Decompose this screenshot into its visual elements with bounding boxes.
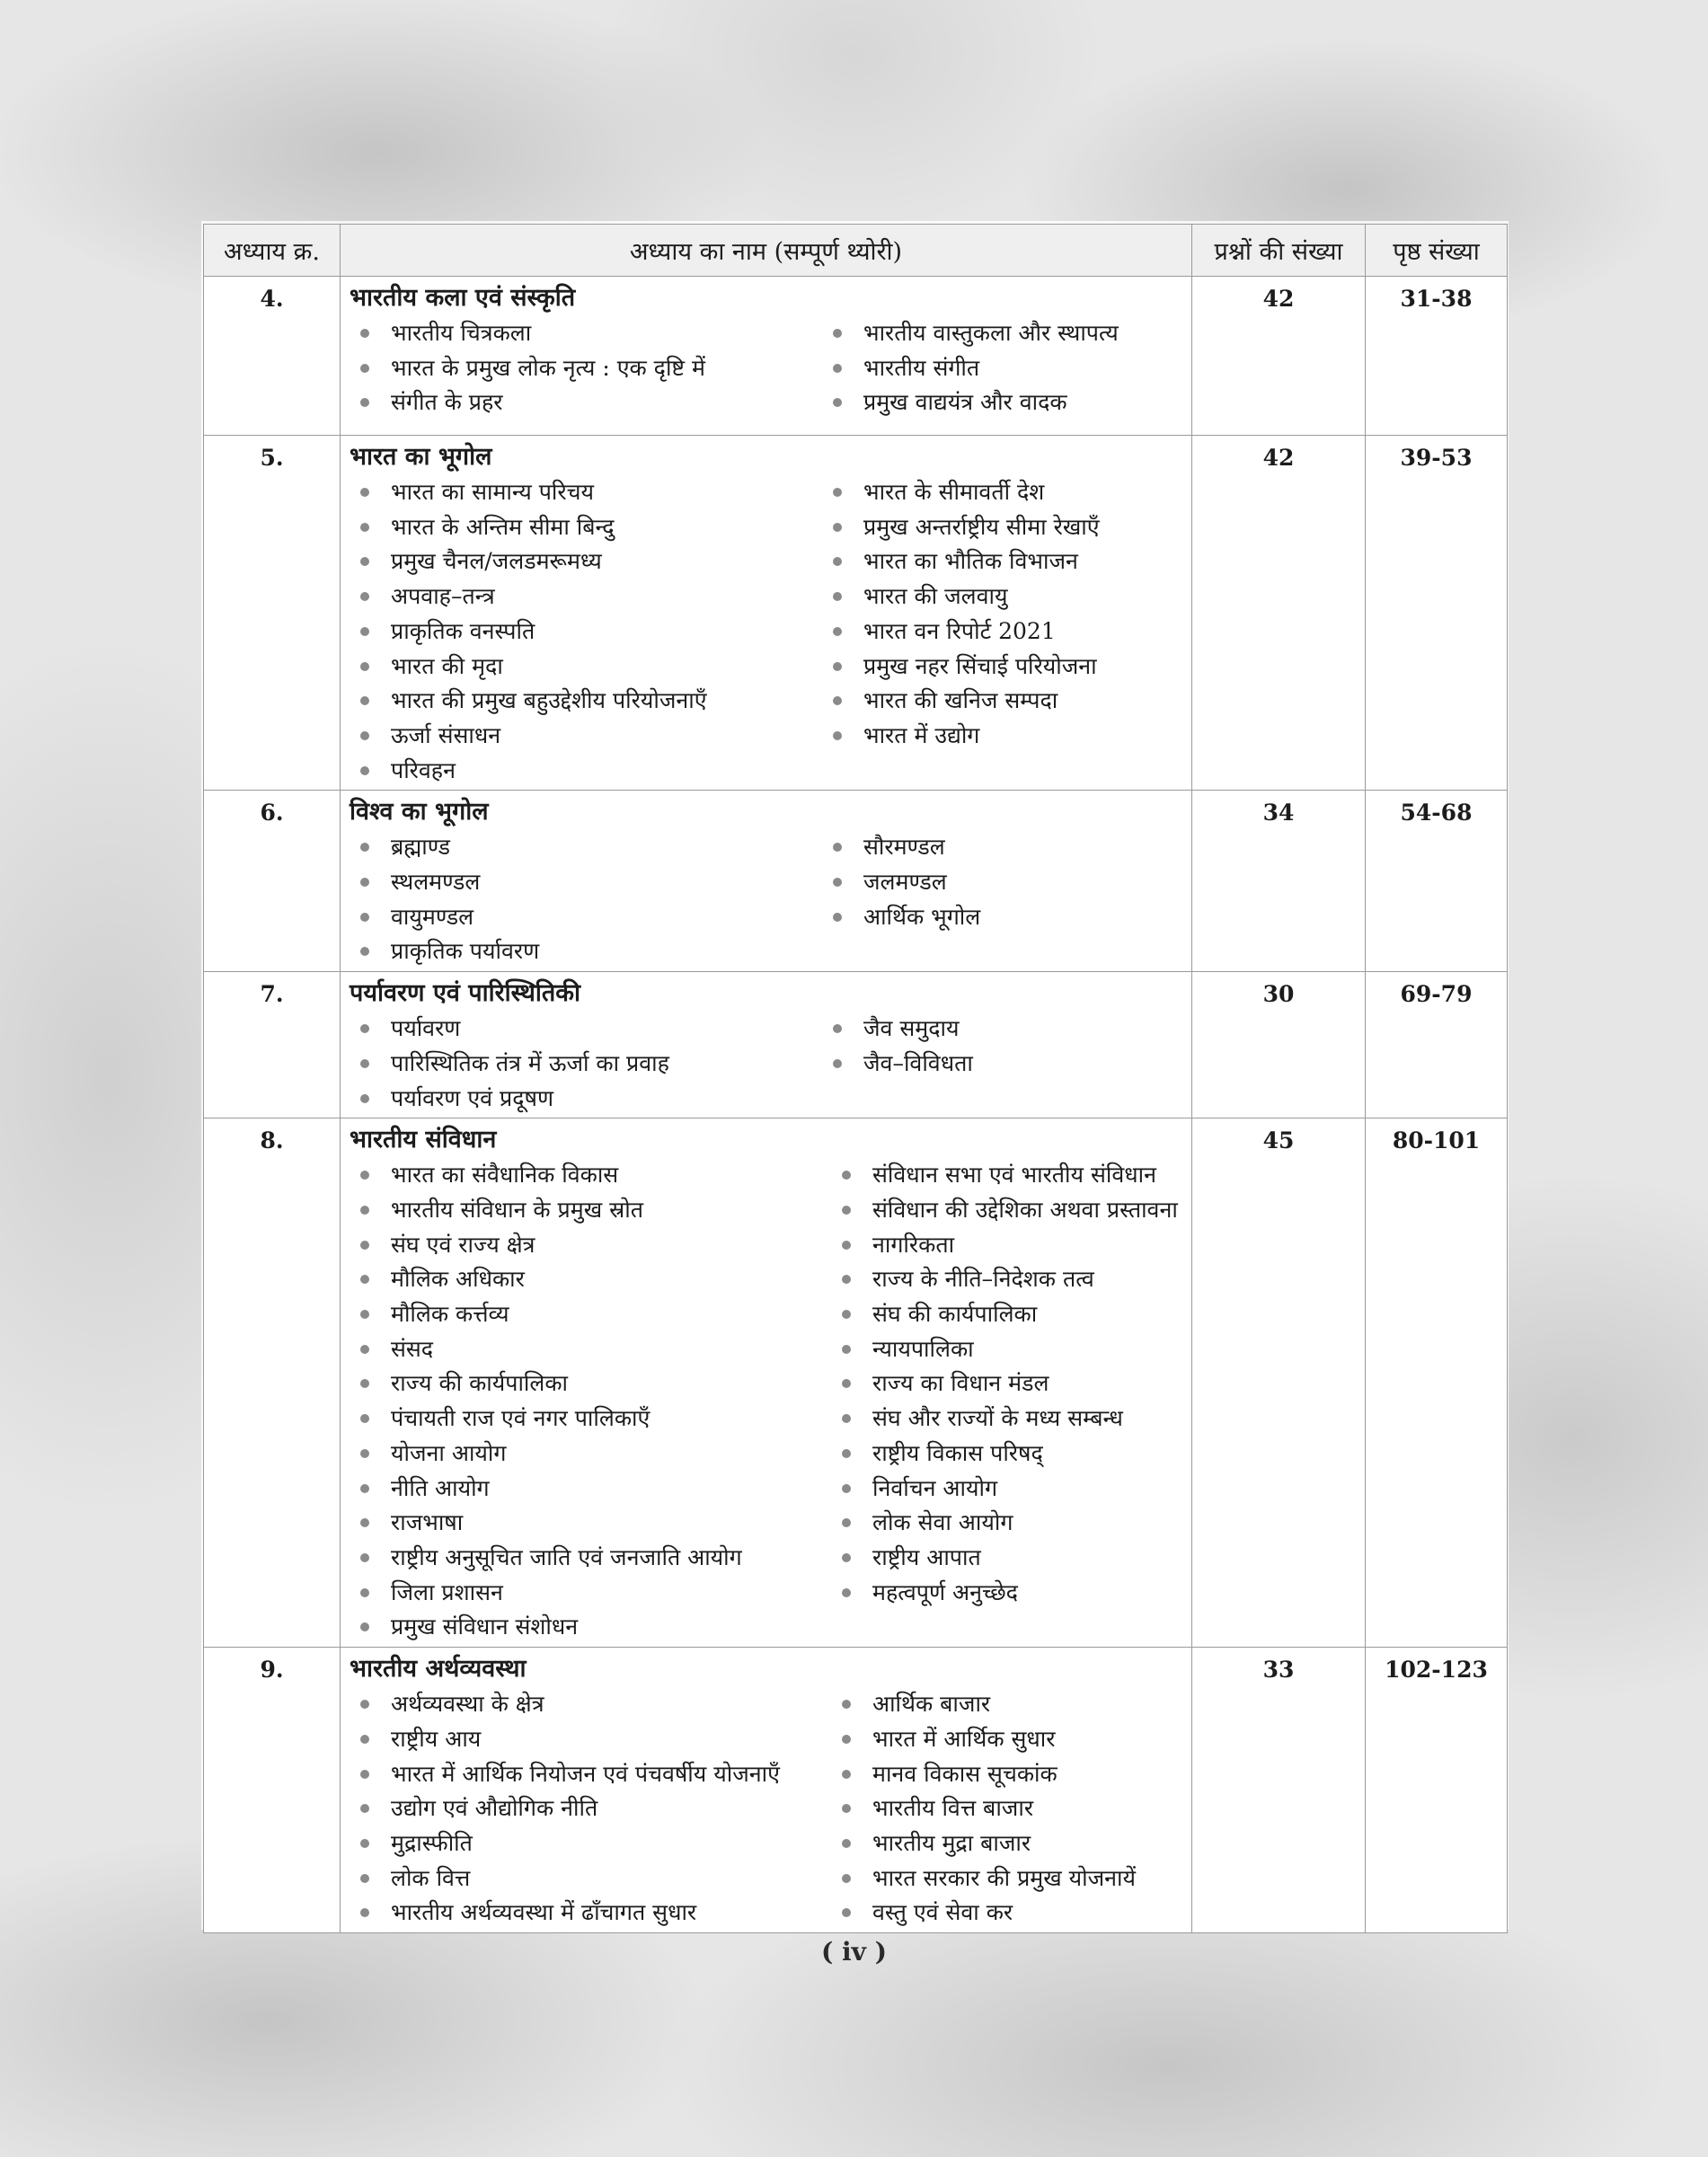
topic-label: भारत का भौतिक विभाजन: [863, 548, 1078, 575]
topic-label: राज्य का विधान मंडल: [872, 1370, 1049, 1397]
chapter-row: [204, 972, 1508, 1118]
topic-label: ऊर्जा संसाधन: [391, 721, 501, 748]
topic-label: अपवाह–तन्त्र: [391, 583, 495, 610]
topic-item: [360, 1297, 842, 1332]
topic-label: भारत की जलवायु: [863, 583, 1008, 610]
bullet-icon: [360, 627, 369, 636]
topic-label: मानव विकास सूचकांक: [872, 1760, 1058, 1787]
topic-item: [842, 1506, 1182, 1541]
chapter-title: पर्यावरण एवं पारिस्थितिकी: [350, 979, 580, 1008]
bullet-icon: [360, 1206, 369, 1215]
topic-label: जिला प्रशासन: [391, 1578, 503, 1605]
bullet-icon: [360, 843, 369, 852]
bullet-icon: [833, 878, 842, 887]
bullet-icon: [842, 1241, 851, 1250]
bullet-icon: [360, 1518, 369, 1527]
topic-label: मौलिक अधिकार: [391, 1266, 525, 1293]
topic-item: [842, 1722, 1182, 1757]
chapter-number: 6.: [204, 791, 341, 972]
chapter-content: [341, 972, 1192, 1118]
topic-label: आर्थिक बाजार: [872, 1691, 991, 1718]
topic-item: [833, 510, 1182, 545]
topic-label: संविधान सभा एवं भारतीय संविधान: [872, 1162, 1156, 1189]
bullet-icon: [833, 843, 842, 852]
topic-label: भारतीय मुद्रा बाजार: [872, 1829, 1031, 1856]
topic-label: पारिस्थितिक तंत्र में ऊर्जा का प्रवाह: [391, 1049, 669, 1076]
bullet-icon: [360, 1700, 369, 1709]
topic-label: भारतीय वित्त बाजार: [872, 1795, 1034, 1822]
question-count: 42: [1192, 436, 1366, 791]
question-count: 45: [1192, 1118, 1366, 1648]
topic-label: सौरमण्डल: [863, 834, 945, 861]
topic-label: मुद्रास्फीति: [391, 1829, 473, 1856]
bullet-icon: [833, 913, 842, 922]
topic-label: प्रमुख नहर सिंचाई परियोजना: [863, 652, 1097, 679]
topic-item: [360, 1472, 842, 1507]
bullet-icon: [360, 1310, 369, 1319]
chapter-number: 7.: [204, 972, 341, 1118]
chapter-title: भारतीय कला एवं संस्कृति: [350, 284, 576, 312]
bullet-icon: [360, 1024, 369, 1033]
topic-item: [360, 830, 833, 865]
topic-item: [360, 1437, 842, 1472]
topic-label: राष्ट्रीय अनुसूचित जाति एवं जनजाति आयोग: [391, 1543, 742, 1570]
topic-label: भारत का संवैधानिक विकास: [391, 1162, 619, 1189]
topic-label: भारत में आर्थिक नियोजन एवं पंचवर्षीय योजनाएँ: [391, 1760, 780, 1787]
topic-item: [360, 1193, 842, 1228]
topic-item: [833, 316, 1182, 351]
bullet-icon: [360, 398, 369, 407]
topic-label: भारत में आर्थिक सुधार: [872, 1725, 1056, 1752]
chapter-title: विश्व का भूगोल: [350, 798, 489, 827]
topic-label: भारतीय अर्थव्यवस्था में ढाँचागत सुधार: [391, 1899, 697, 1926]
bullet-icon: [360, 878, 369, 887]
bullet-icon: [360, 1874, 369, 1883]
bullet-icon: [842, 1206, 851, 1215]
topic-item: [360, 1896, 842, 1931]
topic-item: [360, 1012, 833, 1047]
topic-label: स्थलमण्डल: [391, 869, 481, 896]
bullet-icon: [842, 1553, 851, 1562]
bullet-icon: [833, 592, 842, 601]
topic-item: [360, 1576, 842, 1611]
topic-label: न्यायपालिका: [872, 1335, 974, 1362]
topic-item: [360, 1228, 842, 1263]
bullet-icon: [360, 696, 369, 705]
bullet-icon: [360, 1804, 369, 1813]
topic-label: प्रमुख संविधान संशोधन: [391, 1613, 579, 1640]
topic-item: [842, 1401, 1182, 1437]
topic-item: [360, 475, 833, 510]
topic-list: [350, 1687, 1182, 1931]
topic-label: संघ की कार्यपालिका: [872, 1301, 1038, 1328]
topic-label: भारतीय संगीत: [863, 354, 980, 381]
topic-label: जलमण्डल: [863, 869, 947, 896]
chapter-row: [204, 277, 1508, 436]
bullet-icon: [842, 1275, 851, 1284]
topic-label: पंचायती राज एवं नगर पालिकाएँ: [391, 1405, 650, 1432]
topic-item: [833, 385, 1182, 420]
topic-list: [350, 1158, 1182, 1645]
topic-item: [842, 1332, 1182, 1367]
topic-label: राजभाषा: [391, 1509, 464, 1536]
topic-label: प्रमुख चैनल/जलडमरूमध्य: [391, 548, 602, 575]
topic-list: [350, 830, 1182, 969]
topic-item: [360, 351, 833, 386]
topic-label: भारत वन रिपोर्ट 2021: [863, 617, 1056, 644]
topic-item: [842, 1158, 1182, 1193]
topic-label: भारत का सामान्य परिचय: [391, 479, 594, 505]
bullet-icon: [842, 1804, 851, 1813]
topic-item: [360, 1047, 833, 1082]
topic-item: [833, 650, 1182, 685]
bullet-icon: [833, 523, 842, 532]
bullet-icon: [360, 1449, 369, 1458]
topic-label: लोक वित्त: [391, 1864, 471, 1891]
bullet-icon: [360, 364, 369, 373]
bullet-icon: [842, 1171, 851, 1180]
bullet-icon: [833, 627, 842, 636]
bullet-icon: [842, 1379, 851, 1388]
bullet-icon: [360, 1059, 369, 1068]
bullet-icon: [833, 398, 842, 407]
topic-item: [360, 650, 833, 685]
topic-item: [833, 684, 1182, 719]
chapter-row: [204, 791, 1508, 972]
topic-item: [842, 1896, 1182, 1931]
topic-item: [833, 544, 1182, 579]
topic-label: भारतीय चित्रकला: [391, 320, 532, 346]
topic-item: [842, 1262, 1182, 1297]
page-range: 80-101: [1366, 1118, 1508, 1648]
topic-item: [360, 1687, 842, 1722]
topic-item: [842, 1437, 1182, 1472]
topic-item: [833, 614, 1182, 650]
topic-item: [360, 1826, 842, 1861]
bullet-icon: [833, 731, 842, 740]
bullet-icon: [360, 1345, 369, 1354]
topic-item: [360, 1722, 842, 1757]
question-count: 30: [1192, 972, 1366, 1118]
topic-label: संसद: [391, 1335, 434, 1362]
topic-item: [842, 1297, 1182, 1332]
topic-label: भारत की प्रमुख बहुउद्देशीय परियोजनाएँ: [391, 687, 707, 714]
topic-label: संघ और राज्यों के मध्य सम्बन्ध: [872, 1405, 1123, 1432]
topic-item: [833, 830, 1182, 865]
topic-item: [833, 475, 1182, 510]
topic-label: भारत सरकार की प्रमुख योजनायें: [872, 1864, 1137, 1891]
topic-item: [842, 1791, 1182, 1826]
topic-item: [842, 1687, 1182, 1722]
topic-label: प्रमुख अन्तर्राष्ट्रीय सीमा रेखाएँ: [863, 513, 1100, 540]
bullet-icon: [833, 488, 842, 497]
page-number: ( iv ): [821, 1937, 887, 1967]
topic-item: [360, 1541, 842, 1576]
topic-label: भारत की मृदा: [391, 652, 503, 679]
header-question-count: प्रश्नों की संख्या: [1192, 225, 1366, 277]
topic-item: [360, 1158, 842, 1193]
topic-item: [360, 934, 833, 969]
topic-item: [360, 1332, 842, 1367]
topic-label: संघ एवं राज्य क्षेत्र: [391, 1231, 535, 1258]
topic-label: नागरिकता: [872, 1231, 955, 1258]
topic-label: राज्य की कार्यपालिका: [391, 1370, 569, 1397]
bullet-icon: [842, 1449, 851, 1458]
header-chapter-number: अध्याय क्र.: [204, 225, 341, 277]
chapter-content: [341, 277, 1192, 436]
bullet-icon: [833, 364, 842, 373]
topic-label: पर्यावरण एवं प्रदूषण: [391, 1084, 554, 1111]
chapter-row: [204, 1648, 1508, 1933]
chapter-content: [341, 1118, 1192, 1648]
chapter-number: 8.: [204, 1118, 341, 1648]
bullet-icon: [360, 947, 369, 956]
topic-item: [360, 719, 833, 754]
topic-label: ब्रह्माण्ड: [391, 834, 451, 861]
topic-label: संविधान की उद्देशिका अथवा प्रस्तावना: [872, 1196, 1178, 1223]
topic-item: [360, 544, 833, 579]
topic-label: राष्ट्रीय आपात: [872, 1543, 981, 1570]
topic-item: [360, 385, 833, 420]
topic-item: [842, 1826, 1182, 1861]
topic-label: राज्य के नीति–निदेशक तत्व: [872, 1266, 1094, 1293]
topic-label: जैव–विविधता: [863, 1049, 973, 1076]
topic-list: [350, 1012, 1182, 1116]
bullet-icon: [360, 1770, 369, 1779]
bullet-icon: [842, 1874, 851, 1883]
topic-item: [360, 1401, 842, 1437]
topic-item: [833, 1012, 1182, 1047]
bullet-icon: [833, 1024, 842, 1033]
chapter-number: 9.: [204, 1648, 341, 1933]
topic-label: परिवहन: [391, 756, 456, 783]
page-range: 54-68: [1366, 791, 1508, 972]
topic-item: [842, 1541, 1182, 1576]
bullet-icon: [842, 1484, 851, 1493]
bullet-icon: [360, 1171, 369, 1180]
bullet-icon: [842, 1839, 851, 1848]
bullet-icon: [360, 1275, 369, 1284]
topic-label: भारत के प्रमुख लोक नृत्य : एक दृष्टि में: [391, 354, 705, 381]
bullet-icon: [360, 1839, 369, 1848]
topic-label: भारतीय वास्तुकला और स्थापत्य: [863, 320, 1119, 346]
topic-item: [833, 351, 1182, 386]
table-header-row: [204, 225, 1508, 277]
bullet-icon: [360, 913, 369, 922]
topic-item: [360, 614, 833, 650]
topic-label: राष्ट्रीय आय: [391, 1725, 482, 1752]
topic-label: राष्ट्रीय विकास परिषद्: [872, 1439, 1043, 1466]
bullet-icon: [842, 1414, 851, 1423]
bullet-icon: [360, 557, 369, 566]
chapter-row: [204, 436, 1508, 791]
bullet-icon: [842, 1908, 851, 1917]
topic-item: [842, 1228, 1182, 1263]
question-count: 34: [1192, 791, 1366, 972]
chapter-content: [341, 1648, 1192, 1933]
topic-item: [360, 1262, 842, 1297]
bullet-icon: [360, 1622, 369, 1631]
topic-item: [360, 1506, 842, 1541]
topic-label: आर्थिक भूगोल: [863, 903, 981, 930]
topic-label: लोक सेवा आयोग: [872, 1509, 1013, 1536]
topic-item: [360, 1366, 842, 1401]
topic-item: [833, 719, 1182, 754]
bullet-icon: [360, 1553, 369, 1562]
topic-item: [842, 1366, 1182, 1401]
bullet-icon: [360, 523, 369, 532]
topic-item: [842, 1861, 1182, 1896]
topic-item: [833, 1047, 1182, 1082]
topic-item: [360, 1861, 842, 1896]
topic-item: [360, 754, 833, 789]
topic-label: उद्योग एवं औद्योगिक नीति: [391, 1795, 598, 1822]
bullet-icon: [360, 488, 369, 497]
topic-item: [360, 684, 833, 719]
header-chapter-name: अध्याय का नाम (सम्पूर्ण थ्योरी): [341, 225, 1192, 277]
bullet-icon: [833, 557, 842, 566]
chapter-number: 5.: [204, 436, 341, 791]
bullet-icon: [360, 1908, 369, 1917]
bullet-icon: [833, 1059, 842, 1068]
bullet-icon: [360, 662, 369, 671]
chapter-title: भारत का भूगोल: [350, 443, 492, 471]
topic-item: [360, 1757, 842, 1792]
bullet-icon: [833, 696, 842, 705]
bullet-icon: [360, 1241, 369, 1250]
chapter-title: भारतीय संविधान: [350, 1126, 497, 1154]
bullet-icon: [360, 1484, 369, 1493]
chapter-title: भारतीय अर्थव्यवस्था: [350, 1655, 527, 1684]
topic-item: [360, 1791, 842, 1826]
topic-label: जैव समुदाय: [863, 1015, 960, 1042]
topic-list: [350, 475, 1182, 788]
topic-label: निर्वाचन आयोग: [872, 1474, 998, 1501]
bullet-icon: [360, 592, 369, 601]
bullet-icon: [842, 1518, 851, 1527]
bullet-icon: [833, 329, 842, 338]
bullet-icon: [360, 329, 369, 338]
chapter-content: [341, 791, 1192, 972]
bullet-icon: [360, 731, 369, 740]
topic-item: [360, 579, 833, 614]
page-range: 102-123: [1366, 1648, 1508, 1933]
page-range: 31-38: [1366, 277, 1508, 436]
bullet-icon: [833, 662, 842, 671]
bullet-icon: [360, 1588, 369, 1597]
bullet-icon: [360, 1379, 369, 1388]
bullet-icon: [842, 1588, 851, 1597]
topic-label: वायुमण्डल: [391, 903, 474, 930]
bullet-icon: [360, 1414, 369, 1423]
topic-item: [842, 1472, 1182, 1507]
topic-item: [360, 1082, 833, 1117]
topic-item: [360, 316, 833, 351]
bullet-icon: [842, 1770, 851, 1779]
topic-label: भारत की खनिज सम्पदा: [863, 687, 1058, 714]
topic-label: भारतीय संविधान के प्रमुख स्रोत: [391, 1196, 643, 1223]
topic-label: मौलिक कर्त्तव्य: [391, 1301, 509, 1328]
topic-label: प्राकृतिक वनस्पति: [391, 617, 535, 644]
topic-item: [360, 510, 833, 545]
topic-item: [360, 900, 833, 935]
chapter-row: [204, 1118, 1508, 1648]
topic-item: [842, 1193, 1182, 1228]
topic-label: प्रमुख वाद्ययंत्र और वादक: [863, 389, 1067, 416]
topic-label: नीति आयोग: [391, 1474, 490, 1501]
topic-item: [842, 1757, 1182, 1792]
header-page-number: पृष्ठ संख्या: [1366, 225, 1508, 277]
topic-item: [833, 900, 1182, 935]
topic-label: प्राकृतिक पर्यावरण: [391, 938, 540, 965]
chapter-content: [341, 436, 1192, 791]
bullet-icon: [360, 766, 369, 775]
topic-item: [360, 865, 833, 900]
bullet-icon: [842, 1310, 851, 1319]
topic-label: भारत में उद्योग: [863, 721, 980, 748]
topic-label: पर्यावरण: [391, 1015, 461, 1042]
topic-label: संगीत के प्रहर: [391, 389, 503, 416]
page-range: 69-79: [1366, 972, 1508, 1118]
topic-label: भारत के सीमावर्ती देश: [863, 479, 1045, 505]
bullet-icon: [360, 1094, 369, 1103]
topic-item: [833, 865, 1182, 900]
topic-label: भारत के अन्तिम सीमा बिन्दु: [391, 513, 615, 540]
bullet-icon: [842, 1735, 851, 1744]
topic-item: [833, 579, 1182, 614]
topic-list: [350, 316, 1182, 420]
question-count: 33: [1192, 1648, 1366, 1933]
page-range: 39-53: [1366, 436, 1508, 791]
bullet-icon: [842, 1345, 851, 1354]
chapter-number: 4.: [204, 277, 341, 436]
contents-table: [203, 224, 1508, 1933]
bullet-icon: [842, 1700, 851, 1709]
question-count: 42: [1192, 277, 1366, 436]
topic-label: वस्तु एवं सेवा कर: [872, 1899, 1013, 1926]
topic-label: अर्थव्यवस्था के क्षेत्र: [391, 1691, 544, 1718]
bullet-icon: [360, 1735, 369, 1744]
topic-item: [360, 1610, 842, 1645]
topic-item: [842, 1576, 1182, 1611]
topic-label: महत्वपूर्ण अनुच्छेद: [872, 1578, 1018, 1605]
topic-label: योजना आयोग: [391, 1439, 507, 1466]
